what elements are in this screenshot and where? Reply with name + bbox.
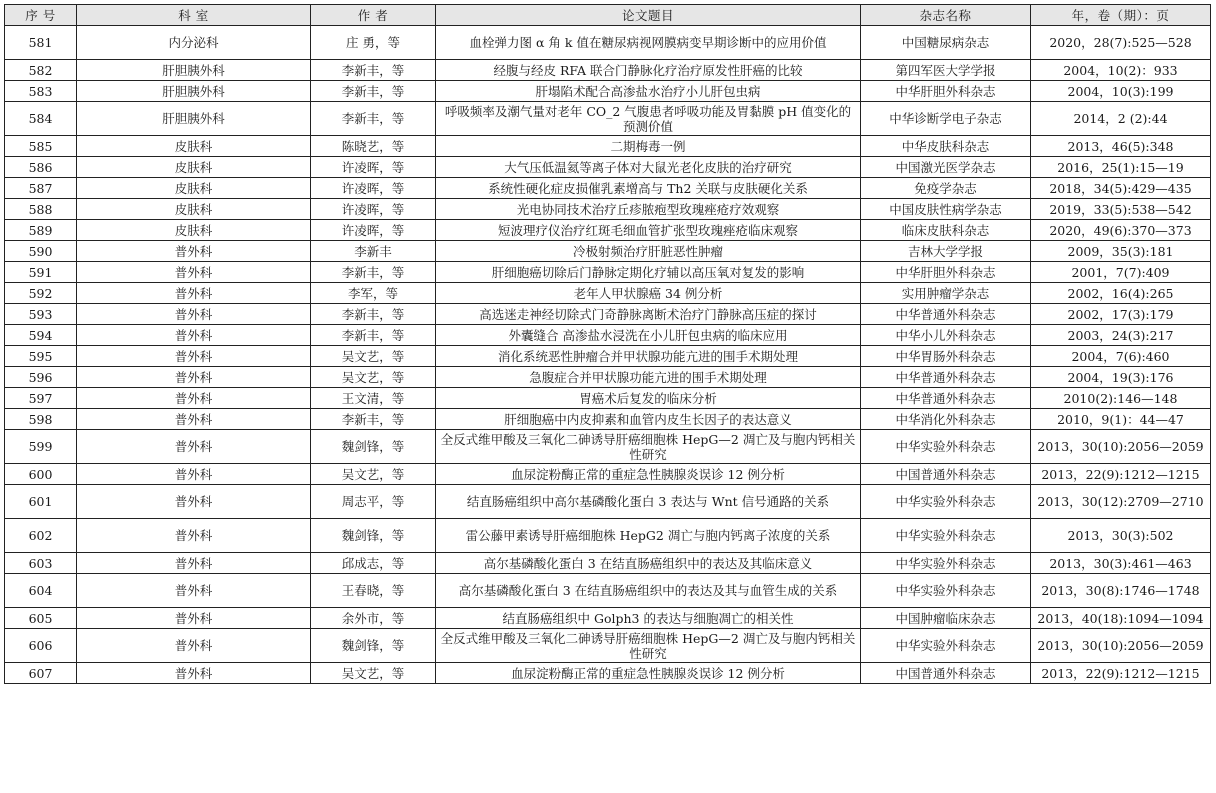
table-row bbox=[5, 283, 1211, 304]
cell-citation: 2004，10(3):199 bbox=[1031, 81, 1211, 102]
table-row bbox=[5, 464, 1211, 485]
cell-department: 普外科 bbox=[77, 430, 311, 464]
cell-journal: 中国普通外科杂志 bbox=[861, 464, 1031, 485]
table-row bbox=[5, 136, 1211, 157]
cell-journal: 中国普通外科杂志 bbox=[861, 663, 1031, 684]
cell-citation: 2010，9(1)：44—47 bbox=[1031, 409, 1211, 430]
cell-journal: 中华实验外科杂志 bbox=[861, 574, 1031, 608]
cell-department: 普外科 bbox=[77, 283, 311, 304]
cell-department: 皮肤科 bbox=[77, 157, 311, 178]
table-row bbox=[5, 60, 1211, 81]
cell-journal: 实用肿瘤学杂志 bbox=[861, 283, 1031, 304]
cell-number: 597 bbox=[5, 388, 77, 409]
cell-citation: 2013，30(12):2709—2710 bbox=[1031, 485, 1211, 519]
cell-citation: 2013，30(3):461—463 bbox=[1031, 553, 1211, 574]
cell-number: 592 bbox=[5, 283, 77, 304]
cell-title: 胃癌术后复发的临床分析 bbox=[436, 388, 861, 409]
cell-citation: 2013，30(10):2056—2059 bbox=[1031, 430, 1211, 464]
cell-citation: 2001，7(7):409 bbox=[1031, 262, 1211, 283]
cell-author: 李新丰，等 bbox=[311, 102, 436, 136]
cell-journal: 免疫学杂志 bbox=[861, 178, 1031, 199]
table-row bbox=[5, 367, 1211, 388]
cell-author: 许凌晖，等 bbox=[311, 178, 436, 199]
cell-department: 普外科 bbox=[77, 346, 311, 367]
cell-department: 普外科 bbox=[77, 519, 311, 553]
cell-number: 607 bbox=[5, 663, 77, 684]
cell-journal: 第四军医大学学报 bbox=[861, 60, 1031, 81]
cell-department: 普外科 bbox=[77, 325, 311, 346]
cell-author: 陈晓艺，等 bbox=[311, 136, 436, 157]
cell-title: 系统性硬化症皮损催乳素增高与 Th2 关联与皮肤硬化关系 bbox=[436, 178, 861, 199]
cell-author: 周志平，等 bbox=[311, 485, 436, 519]
cell-title: 结直肠癌组织中高尔基磷酸化蛋白 3 表达与 Wnt 信号通路的关系 bbox=[436, 485, 861, 519]
table-row bbox=[5, 430, 1211, 464]
cell-title: 经腹与经皮 RFA 联合门静脉化疗治疗原发性肝癌的比较 bbox=[436, 60, 861, 81]
cell-number: 582 bbox=[5, 60, 77, 81]
table-row bbox=[5, 304, 1211, 325]
cell-citation: 2013，46(5):348 bbox=[1031, 136, 1211, 157]
cell-journal: 中国皮肤性病学杂志 bbox=[861, 199, 1031, 220]
cell-number: 586 bbox=[5, 157, 77, 178]
cell-department: 普外科 bbox=[77, 663, 311, 684]
table-row bbox=[5, 157, 1211, 178]
cell-title: 二期梅毒一例 bbox=[436, 136, 861, 157]
cell-department: 肝胆胰外科 bbox=[77, 60, 311, 81]
cell-citation: 2009，35(3):181 bbox=[1031, 241, 1211, 262]
cell-journal: 中国肿瘤临床杂志 bbox=[861, 608, 1031, 629]
cell-author: 李新丰，等 bbox=[311, 60, 436, 81]
cell-journal: 中华胃肠外科杂志 bbox=[861, 346, 1031, 367]
cell-number: 602 bbox=[5, 519, 77, 553]
cell-department: 肝胆胰外科 bbox=[77, 81, 311, 102]
cell-author: 李新丰，等 bbox=[311, 325, 436, 346]
cell-author: 王文清，等 bbox=[311, 388, 436, 409]
table-row bbox=[5, 262, 1211, 283]
header-department: 科 室 bbox=[77, 5, 311, 26]
table-row bbox=[5, 409, 1211, 430]
table-row bbox=[5, 220, 1211, 241]
cell-author: 魏剑锋，等 bbox=[311, 629, 436, 663]
cell-citation: 2014，2 (2):44 bbox=[1031, 102, 1211, 136]
cell-title: 急腹症合并甲状腺功能亢进的围手术期处理 bbox=[436, 367, 861, 388]
cell-citation: 2003，24(3):217 bbox=[1031, 325, 1211, 346]
cell-number: 605 bbox=[5, 608, 77, 629]
cell-author: 李军，等 bbox=[311, 283, 436, 304]
header-number: 序 号 bbox=[5, 5, 77, 26]
cell-citation: 2019，33(5):538—542 bbox=[1031, 199, 1211, 220]
cell-citation: 2013，30(3):502 bbox=[1031, 519, 1211, 553]
cell-citation: 2020，49(6):370—373 bbox=[1031, 220, 1211, 241]
table-row bbox=[5, 199, 1211, 220]
cell-number: 585 bbox=[5, 136, 77, 157]
cell-author: 庄 勇，等 bbox=[311, 26, 436, 60]
header-title: 论文题目 bbox=[436, 5, 861, 26]
cell-journal: 中华消化外科杂志 bbox=[861, 409, 1031, 430]
cell-title: 肝细胞癌中内皮抑素和血管内皮生长因子的表达意义 bbox=[436, 409, 861, 430]
cell-title: 全反式维甲酸及三氧化二砷诱导肝癌细胞株 HepG—2 凋亡及与胞内钙相关性研究 bbox=[436, 629, 861, 663]
cell-author: 李新丰，等 bbox=[311, 304, 436, 325]
cell-number: 583 bbox=[5, 81, 77, 102]
cell-title: 外囊缝合 高渗盐水浸洗在小儿肝包虫病的临床应用 bbox=[436, 325, 861, 346]
cell-title: 高尔基磷酸化蛋白 3 在结直肠癌组织中的表达及其临床意义 bbox=[436, 553, 861, 574]
cell-title: 高选迷走神经切除式门奇静脉离断术治疗门静脉高压症的探讨 bbox=[436, 304, 861, 325]
cell-title: 光电协同技术治疗丘疹脓疱型玫瑰痤疮疗效观察 bbox=[436, 199, 861, 220]
cell-author: 吴文艺，等 bbox=[311, 663, 436, 684]
cell-title: 结直肠癌组织中 Golph3 的表达与细胞凋亡的相关性 bbox=[436, 608, 861, 629]
cell-journal: 中华肝胆外科杂志 bbox=[861, 262, 1031, 283]
cell-author: 吴文艺，等 bbox=[311, 464, 436, 485]
cell-department: 普外科 bbox=[77, 608, 311, 629]
cell-citation: 2013，22(9):1212—1215 bbox=[1031, 464, 1211, 485]
cell-number: 594 bbox=[5, 325, 77, 346]
cell-journal: 中华普通外科杂志 bbox=[861, 388, 1031, 409]
cell-author: 吴文艺，等 bbox=[311, 367, 436, 388]
cell-number: 587 bbox=[5, 178, 77, 199]
cell-author: 李新丰，等 bbox=[311, 409, 436, 430]
cell-journal: 吉林大学学报 bbox=[861, 241, 1031, 262]
cell-journal: 中华实验外科杂志 bbox=[861, 629, 1031, 663]
cell-number: 595 bbox=[5, 346, 77, 367]
table-row bbox=[5, 608, 1211, 629]
table-row bbox=[5, 178, 1211, 199]
cell-journal: 中华实验外科杂志 bbox=[861, 519, 1031, 553]
cell-department: 普外科 bbox=[77, 629, 311, 663]
header-row bbox=[5, 5, 1211, 26]
cell-number: 606 bbox=[5, 629, 77, 663]
header-journal: 杂志名称 bbox=[861, 5, 1031, 26]
cell-department: 普外科 bbox=[77, 367, 311, 388]
cell-department: 皮肤科 bbox=[77, 178, 311, 199]
cell-number: 601 bbox=[5, 485, 77, 519]
header-citation: 年，卷（期）：页 bbox=[1031, 5, 1211, 26]
cell-author: 李新丰，等 bbox=[311, 262, 436, 283]
cell-journal: 中华肝胆外科杂志 bbox=[861, 81, 1031, 102]
table-row bbox=[5, 574, 1211, 608]
header-author: 作 者 bbox=[311, 5, 436, 26]
table-row bbox=[5, 663, 1211, 684]
cell-department: 普外科 bbox=[77, 409, 311, 430]
cell-author: 许凌晖，等 bbox=[311, 220, 436, 241]
cell-number: 593 bbox=[5, 304, 77, 325]
table-row bbox=[5, 241, 1211, 262]
cell-author: 余外市，等 bbox=[311, 608, 436, 629]
cell-author: 邱成志，等 bbox=[311, 553, 436, 574]
cell-citation: 2013，22(9):1212—1215 bbox=[1031, 663, 1211, 684]
cell-number: 600 bbox=[5, 464, 77, 485]
cell-author: 王春晓，等 bbox=[311, 574, 436, 608]
cell-author: 李新丰，等 bbox=[311, 81, 436, 102]
cell-number: 591 bbox=[5, 262, 77, 283]
table-header bbox=[5, 5, 1211, 26]
cell-title: 消化系统恶性肿瘤合并甲状腺功能亢进的围手术期处理 bbox=[436, 346, 861, 367]
cell-department: 普外科 bbox=[77, 553, 311, 574]
cell-journal: 中国糖尿病杂志 bbox=[861, 26, 1031, 60]
cell-department: 皮肤科 bbox=[77, 136, 311, 157]
cell-journal: 中华小儿外科杂志 bbox=[861, 325, 1031, 346]
cell-journal: 中华普通外科杂志 bbox=[861, 304, 1031, 325]
cell-number: 584 bbox=[5, 102, 77, 136]
cell-title: 短波理疗仪治疗红斑毛细血管扩张型玫瑰痤疮临床观察 bbox=[436, 220, 861, 241]
cell-title: 血尿淀粉酶正常的重症急性胰腺炎误诊 12 例分析 bbox=[436, 663, 861, 684]
table-row bbox=[5, 388, 1211, 409]
cell-department: 皮肤科 bbox=[77, 220, 311, 241]
cell-department: 普外科 bbox=[77, 464, 311, 485]
table-row bbox=[5, 629, 1211, 663]
cell-title: 血栓弹力图 α 角 k 值在糖尿病视网膜病变早期诊断中的应用价值 bbox=[436, 26, 861, 60]
cell-title: 雷公藤甲素诱导肝癌细胞株 HepG2 凋亡与胞内钙离子浓度的关系 bbox=[436, 519, 861, 553]
cell-journal: 中华普通外科杂志 bbox=[861, 367, 1031, 388]
cell-number: 581 bbox=[5, 26, 77, 60]
cell-department: 普外科 bbox=[77, 388, 311, 409]
table-row bbox=[5, 519, 1211, 553]
cell-author: 魏剑锋，等 bbox=[311, 519, 436, 553]
cell-department: 肝胆胰外科 bbox=[77, 102, 311, 136]
cell-author: 许凌晖，等 bbox=[311, 199, 436, 220]
cell-citation: 2016，25(1):15—19 bbox=[1031, 157, 1211, 178]
cell-department: 普外科 bbox=[77, 485, 311, 519]
cell-citation: 2004，7(6):460 bbox=[1031, 346, 1211, 367]
cell-title: 大气压低温氦等离子体对大鼠光老化皮肤的治疗研究 bbox=[436, 157, 861, 178]
cell-title: 血尿淀粉酶正常的重症急性胰腺炎误诊 12 例分析 bbox=[436, 464, 861, 485]
table-row bbox=[5, 81, 1211, 102]
table-row bbox=[5, 553, 1211, 574]
cell-department: 皮肤科 bbox=[77, 199, 311, 220]
cell-number: 590 bbox=[5, 241, 77, 262]
cell-number: 589 bbox=[5, 220, 77, 241]
cell-citation: 2002，17(3):179 bbox=[1031, 304, 1211, 325]
cell-title: 冷极射频治疗肝脏恶性肿瘤 bbox=[436, 241, 861, 262]
cell-number: 604 bbox=[5, 574, 77, 608]
cell-title: 呼吸频率及潮气量对老年 CO_2 气腹患者呼吸功能及胃黏膜 pH 值变化的预测价值 bbox=[436, 102, 861, 136]
publication-table bbox=[4, 4, 1211, 684]
cell-citation: 2018，34(5):429—435 bbox=[1031, 178, 1211, 199]
cell-citation: 2020，28(7):525—528 bbox=[1031, 26, 1211, 60]
table-row bbox=[5, 485, 1211, 519]
cell-department: 内分泌科 bbox=[77, 26, 311, 60]
cell-author: 吴文艺，等 bbox=[311, 346, 436, 367]
cell-department: 普外科 bbox=[77, 262, 311, 283]
cell-citation: 2013，30(10):2056—2059 bbox=[1031, 629, 1211, 663]
cell-citation: 2002，16(4):265 bbox=[1031, 283, 1211, 304]
cell-citation: 2004，19(3):176 bbox=[1031, 367, 1211, 388]
cell-author: 李新丰 bbox=[311, 241, 436, 262]
cell-department: 普外科 bbox=[77, 574, 311, 608]
cell-citation: 2010(2):146—148 bbox=[1031, 388, 1211, 409]
cell-journal: 中华实验外科杂志 bbox=[861, 485, 1031, 519]
cell-title: 老年人甲状腺癌 34 例分析 bbox=[436, 283, 861, 304]
cell-title: 肝细胞癌切除后门静脉定期化疗辅以高压氧对复发的影响 bbox=[436, 262, 861, 283]
cell-citation: 2013，30(8):1746—1748 bbox=[1031, 574, 1211, 608]
cell-number: 588 bbox=[5, 199, 77, 220]
cell-number: 596 bbox=[5, 367, 77, 388]
cell-title: 全反式维甲酸及三氧化二砷诱导肝癌细胞株 HepG—2 凋亡及与胞内钙相关性研究 bbox=[436, 430, 861, 464]
cell-number: 598 bbox=[5, 409, 77, 430]
cell-author: 许凌晖，等 bbox=[311, 157, 436, 178]
cell-department: 普外科 bbox=[77, 304, 311, 325]
table-row bbox=[5, 102, 1211, 136]
cell-number: 603 bbox=[5, 553, 77, 574]
cell-title: 高尔基磷酸化蛋白 3 在结直肠癌组织中的表达及其与血管生成的关系 bbox=[436, 574, 861, 608]
cell-journal: 中华实验外科杂志 bbox=[861, 553, 1031, 574]
cell-citation: 2013，40(18):1094—1094 bbox=[1031, 608, 1211, 629]
cell-number: 599 bbox=[5, 430, 77, 464]
cell-journal: 中华皮肤科杂志 bbox=[861, 136, 1031, 157]
table-body bbox=[5, 26, 1211, 684]
table-row bbox=[5, 346, 1211, 367]
table-row bbox=[5, 325, 1211, 346]
cell-title: 肝塌陷术配合高渗盐水治疗小儿肝包虫病 bbox=[436, 81, 861, 102]
cell-department: 普外科 bbox=[77, 241, 311, 262]
cell-citation: 2004，10(2)：933 bbox=[1031, 60, 1211, 81]
cell-author: 魏剑锋，等 bbox=[311, 430, 436, 464]
cell-journal: 中国激光医学杂志 bbox=[861, 157, 1031, 178]
cell-journal: 中华诊断学电子杂志 bbox=[861, 102, 1031, 136]
cell-journal: 临床皮肤科杂志 bbox=[861, 220, 1031, 241]
cell-journal: 中华实验外科杂志 bbox=[861, 430, 1031, 464]
table-row bbox=[5, 26, 1211, 60]
